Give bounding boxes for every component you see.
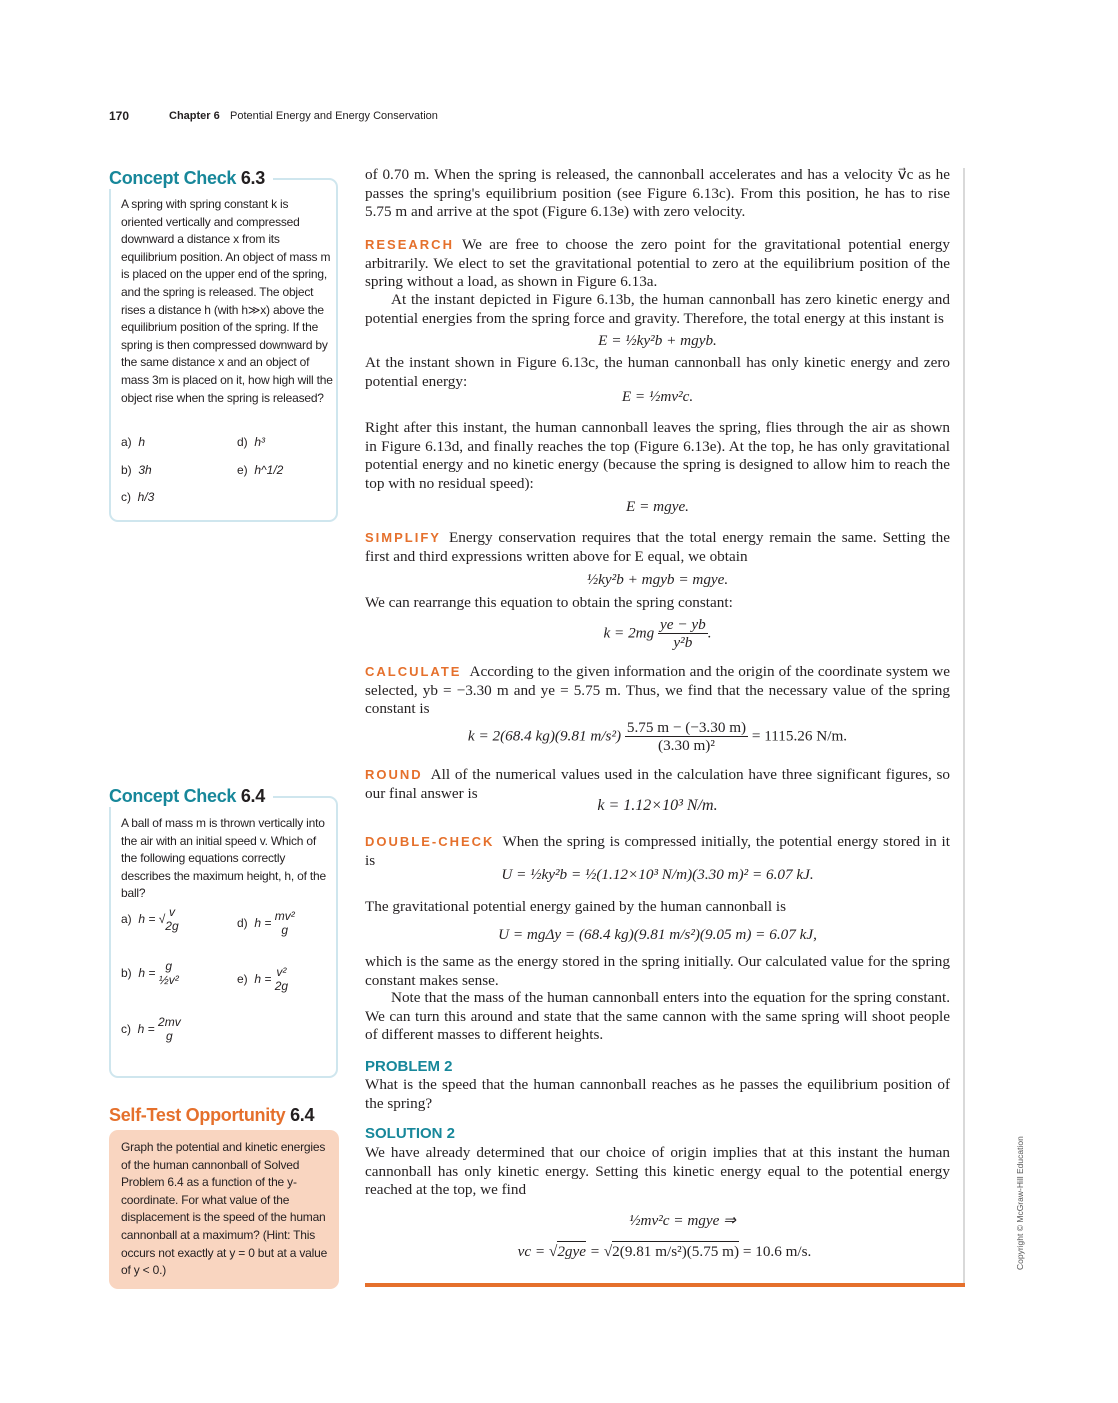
- research-label: RESEARCH: [365, 237, 454, 252]
- paragraph: We can rearrange this equation to obtain the spring constant:: [365, 594, 733, 611]
- calculate-label: CALCULATE: [365, 664, 462, 679]
- double-check-paragraph: [365, 833, 950, 870]
- equation: E = ½mv²c.: [621, 388, 694, 405]
- option-c[interactable]: [121, 1016, 181, 1044]
- title-number: 6.4: [240, 786, 265, 806]
- option-num: v: [168, 905, 175, 919]
- chapter-title: Potential Energy and Energy Conservation: [230, 110, 438, 122]
- option-lhs: h =: [137, 1021, 155, 1036]
- paragraph: The gravitational potential energy gained by the human cannonball is: [365, 898, 787, 915]
- option-label: c): [121, 1021, 131, 1036]
- option-e[interactable]: [237, 463, 283, 477]
- paragraph-text: Energy conservation requires that the total energy remain the same. Setting the first and third expressions written above for E equal, we obtain: [365, 529, 950, 565]
- final-answer: k = 1.12×10³ N/m.: [597, 797, 718, 814]
- paragraph: of 0.70 m. When the spring is released, the cannonball accelerates and has a velocity v⃗c as he passes the spring's equilibrium position (see Figure 6.13c). From this position, he has to rise 5.75 m and arrive at the spot (Figure 6.13e) with zero velocity.: [365, 166, 950, 220]
- concept-check-title: [109, 168, 273, 189]
- option-lhs: h =: [254, 971, 272, 986]
- option-e[interactable]: [237, 966, 288, 994]
- equation: [365, 719, 950, 755]
- self-test-text: Graph the potential and kinetic energies of the human cannonball of Solved Problem 6.4 as a function of the y-coordinate. For what value of the displacement is the speed of the human cannonball at a maximum? (Hint: This occurs not exactly at y = 0 but at a value of y < 0.): [121, 1140, 328, 1278]
- option-value: h: [138, 435, 146, 449]
- option-lhs: h =: [254, 915, 272, 930]
- option-b[interactable]: [121, 960, 179, 988]
- equation: E = ½ky²b + mgyb.: [598, 332, 717, 349]
- concept-check-question: A spring with spring constant k is oriented vertically and compressed downward a distance x from its equilibrium position. An object of mass m is placed on the upper end of the spring, and the spring is released. The object rises a distance h (with h≫x) above the equilibrium position of the spring. If the spring is then compressed downward by the same distance x and an object of mass 3m is placed on it, how high will the object rise when the spring is released?: [121, 197, 333, 405]
- eq-den: (3.30 m)²: [658, 737, 715, 755]
- option-label: d): [237, 435, 248, 449]
- option-c[interactable]: [121, 490, 154, 504]
- eq-end: .: [707, 624, 712, 642]
- option-label: c): [121, 490, 131, 504]
- paragraph-text: When the spring is compressed initially, the potential energy stored in it is: [365, 833, 950, 869]
- title-text: Concept Check: [109, 786, 237, 806]
- option-b[interactable]: [121, 463, 152, 477]
- title-number: 6.4: [290, 1105, 315, 1125]
- research-paragraph: [365, 236, 950, 292]
- eq-lhs: k = 2(68.4 kg)(9.81 m/s²): [467, 727, 622, 745]
- option-lhs: h =: [138, 911, 156, 926]
- option-num: mv²: [274, 909, 295, 923]
- option-den: ½v²: [158, 972, 179, 987]
- option-a[interactable]: [121, 435, 145, 449]
- eq-den: y²b: [673, 634, 693, 652]
- option-label: b): [121, 965, 132, 980]
- option-den: g: [166, 1028, 173, 1043]
- eq-lhs: k = 2mg: [603, 624, 655, 642]
- copyright-notice: Copyright © McGraw-Hill Education: [1015, 1136, 1025, 1270]
- simplify-paragraph: [365, 529, 950, 566]
- option-den: 2g: [274, 978, 289, 993]
- option-lhs: h =: [138, 965, 156, 980]
- equation: ½ky²b + mgyb = mgye.: [586, 571, 729, 588]
- paragraph-text: We are free to choose the zero point for the gravitational potential energy arbitrarily. We elect to set the gravitational potential to zero at the equilibrium position of the spring without a load, as shown in Figure 6.13a.: [365, 236, 950, 290]
- equation: [365, 616, 950, 652]
- problem-text: What is the speed that the human cannonball reaches as he passes the equilibrium position of the spring?: [365, 1076, 950, 1112]
- option-den: g: [281, 922, 289, 937]
- problem-heading: PROBLEM 2: [365, 1058, 453, 1075]
- simplify-label: SIMPLIFY: [365, 530, 441, 545]
- double-check-label: DOUBLE-CHECK: [365, 834, 495, 849]
- eq-rhs: = 1115.26 N/m.: [751, 727, 848, 745]
- eq-num: ye − yb: [660, 616, 706, 633]
- paragraph: Note that the mass of the human cannonball enters into the equation for the spring constant. We can turn this around and state that the same cannon with the same spring will shoot people of different masses to different heights.: [365, 989, 950, 1043]
- option-value: h/3: [137, 490, 155, 504]
- solution-heading: SOLUTION 2: [365, 1125, 456, 1142]
- eq-mid: =: [585, 1243, 604, 1260]
- eq-root: 2(9.81 m/s²)(5.75 m): [612, 1243, 740, 1260]
- equation: U = mgΔy = (68.4 kg)(9.81 m/s²)(9.05 m) = 6.07 kJ,: [498, 926, 817, 943]
- paragraph: which is the same as the energy stored in the spring initially. Our calculated value for the spring constant makes sense.: [365, 953, 950, 989]
- self-test-title: [109, 1105, 322, 1126]
- eq-lhs: vc =: [517, 1243, 549, 1260]
- option-label: a): [121, 911, 132, 926]
- concept-check-title: [109, 786, 273, 807]
- option-num: g: [165, 959, 173, 973]
- equation: vc = √2gye = √2(9.81 m/s²)(5.75 m) = 10.6 m/s.: [517, 1243, 812, 1260]
- option-den: 2g: [165, 918, 179, 933]
- option-label: d): [237, 915, 248, 930]
- option-label: e): [237, 971, 248, 986]
- title-text: Self-Test Opportunity: [109, 1105, 286, 1125]
- paragraph: Right after this instant, the human cannonball leaves the spring, flies through the air as shown in Figure 6.13d, and finally reaches the top (Figure 6.13e). At the top, he has only gravitational potential energy and no kinetic energy (because the spring is designed to allow him to reach the top with no residual speed):: [365, 419, 950, 492]
- paragraph-text: According to the given information and the origin of the coordinate system we selected, yb = −3.30 m and ye = 5.75 m. Thus, we find that the necessary value of the spring constant is: [365, 663, 950, 717]
- chapter-label: Chapter 6: [169, 110, 220, 122]
- option-value: 3h: [138, 463, 152, 477]
- option-num: 2mv: [158, 1015, 181, 1029]
- paragraph-text: All of the numerical values used in the calculation have three significant figures, so our final answer is: [365, 766, 950, 802]
- option-label: e): [237, 463, 248, 477]
- solution-text: We have already determined that our choice of origin implies that at this instant the human cannonball has only kinetic energy. Setting this kinetic energy equal to the potential energy reached at the top, we find: [365, 1144, 950, 1198]
- column-rule: [963, 168, 965, 1286]
- equation: E = mgye.: [626, 498, 689, 515]
- title-number: 6.3: [240, 168, 265, 188]
- paragraph: At the instant depicted in Figure 6.13b, the human cannonball has zero kinetic energy and potential energies from the spring force and gravity. Therefore, the total energy at this instant is: [365, 291, 950, 327]
- page-number: 170: [109, 109, 130, 123]
- option-value: h^1/2: [254, 463, 284, 477]
- option-d[interactable]: [237, 910, 295, 938]
- option-label: a): [121, 435, 132, 449]
- option-value: h³: [254, 435, 266, 449]
- option-label: b): [121, 463, 132, 477]
- equation: ½mv²c = mgye ⇒: [629, 1212, 736, 1229]
- option-d[interactable]: [237, 435, 265, 449]
- bottom-rule: [365, 1283, 965, 1287]
- title-text: Concept Check: [109, 168, 237, 188]
- concept-check-question: A ball of mass m is thrown vertically into the air with an initial speed v. Which of the following equations correctly describes the maximum height, h, of the ball?: [121, 816, 326, 901]
- option-a[interactable]: a) h = √ v 2g: [121, 905, 179, 933]
- eq-rhs: = 10.6 m/s.: [739, 1243, 812, 1260]
- equation: U = ½ky²b = ½(1.12×10³ N/m)(3.30 m)² = 6.07 kJ.: [501, 866, 814, 883]
- paragraph: At the instant shown in Figure 6.13c, the human cannonball has only kinetic energy and zero potential energy:: [365, 354, 950, 390]
- round-label: ROUND: [365, 767, 423, 782]
- calculate-paragraph: [365, 663, 950, 719]
- eq-num: 5.75 m − (−3.30 m): [626, 719, 747, 736]
- option-num: v²: [276, 965, 287, 979]
- eq-root: 2gye: [557, 1243, 586, 1260]
